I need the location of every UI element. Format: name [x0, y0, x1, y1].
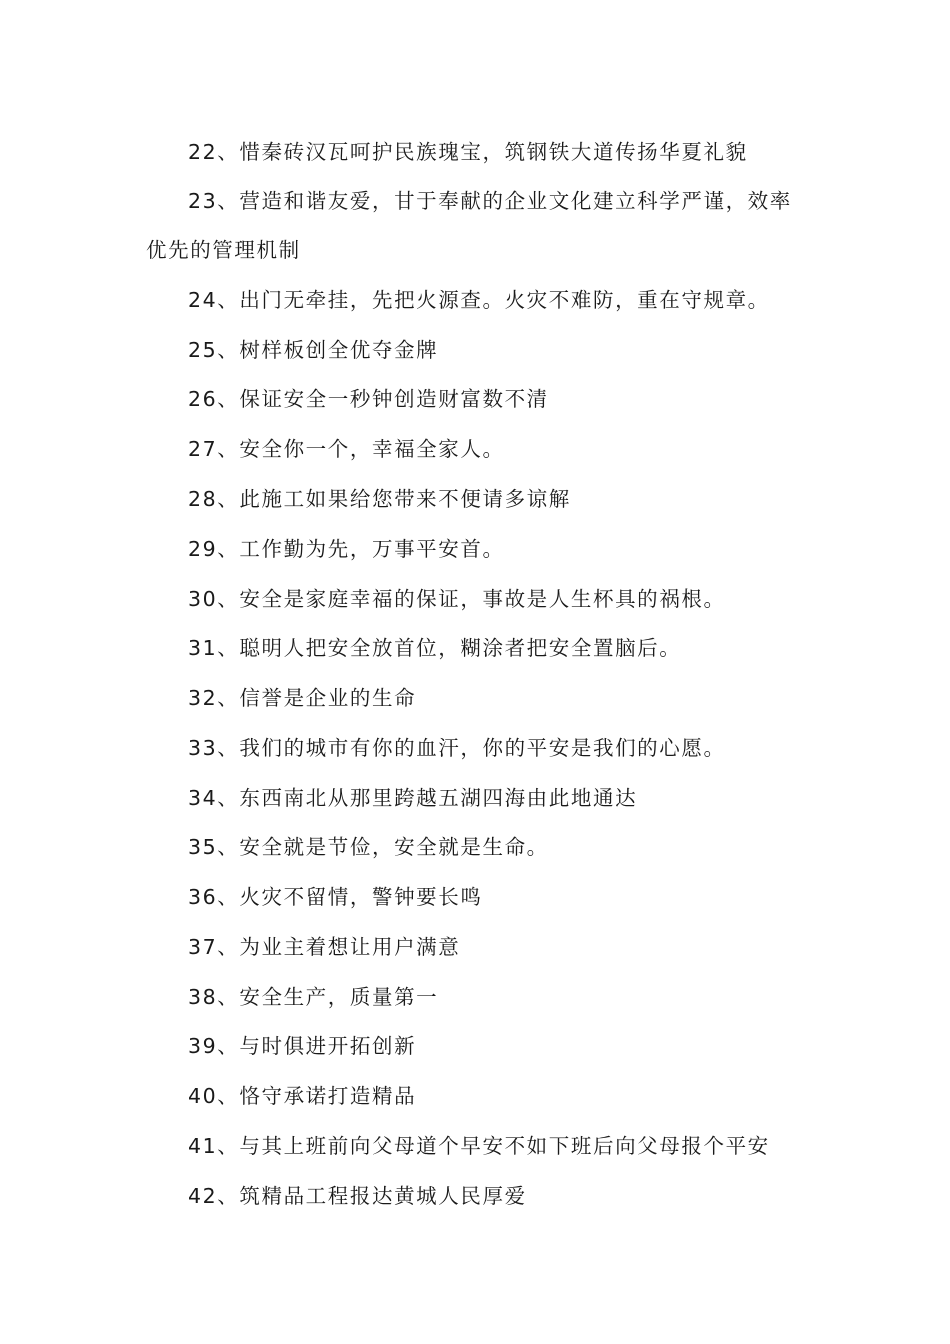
slogan-29: 29、工作勤为先，万事平安首。 — [188, 537, 505, 561]
slogan-30: 30、安全是家庭幸福的保证，事故是人生杯具的祸根。 — [188, 587, 726, 611]
slogan-39: 39、与时俱进开拓创新 — [188, 1034, 417, 1058]
slogan-27: 27、安全你一个，幸福全家人。 — [188, 437, 505, 461]
slogan-35: 35、安全就是节俭，安全就是生命。 — [188, 835, 549, 859]
slogan-26: 26、保证安全一秒钟创造财富数不清 — [188, 387, 549, 411]
slogan-33: 33、我们的城市有你的血汗，你的平安是我们的心愿。 — [188, 736, 726, 760]
slogan-32: 32、信誉是企业的生命 — [188, 686, 417, 710]
slogan-28: 28、此施工如果给您带来不便请多谅解 — [188, 487, 571, 511]
slogan-31: 31、聪明人把安全放首位，糊涂者把安全置脑后。 — [188, 636, 682, 660]
slogan-37: 37、为业主着想让用户满意 — [188, 935, 461, 959]
slogan-36: 36、火灾不留情，警钟要长鸣 — [188, 885, 483, 909]
slogan-34: 34、东西南北从那里跨越五湖四海由此地通达 — [188, 786, 638, 810]
slogan-25: 25、树样板创全优夺金牌 — [188, 338, 439, 362]
slogan-23: 23、营造和谐友爱，甘于奉献的企业文化建立科学严谨，效率 — [188, 189, 792, 213]
slogan-22: 22、惜秦砖汉瓦呵护民族瑰宝，筑钢铁大道传扬华夏礼貌 — [188, 140, 748, 164]
slogan-38: 38、安全生产，质量第一 — [188, 985, 439, 1009]
slogan-42: 42、筑精品工程报达黄城人民厚爱 — [188, 1184, 527, 1208]
slogan-23-continuation: 优先的管理机制 — [146, 238, 301, 262]
slogan-24: 24、出门无牵挂，先把火源查。火灾不难防，重在守规章。 — [188, 288, 770, 312]
slogan-40: 40、恪守承诺打造精品 — [188, 1084, 417, 1108]
slogan-41: 41、与其上班前向父母道个早安不如下班后向父母报个平安 — [188, 1134, 770, 1158]
